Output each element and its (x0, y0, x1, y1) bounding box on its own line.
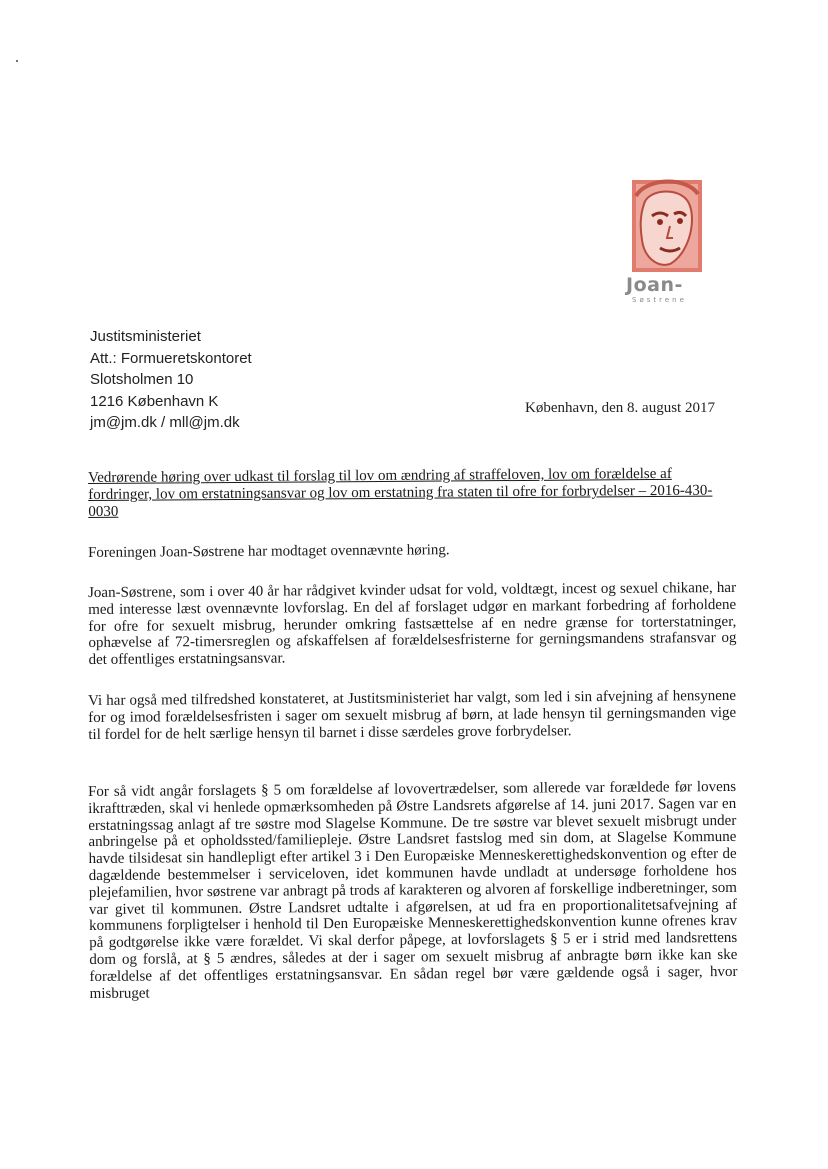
body-paragraph: Vi har også med tilfredshed konstateret, at Justitsministeriet har valgt, som led i sin afvejning af hensynene for og imod forældelsesfristen i sager om sexuelt misbrug af børn, at lade hensyn til gerningsmanden vige til fordel for de helt særlige hensyn til barnet i disse særdeles grove forbrydelser. (88, 687, 737, 743)
logo-subtitle: Søstrene (632, 296, 687, 304)
body-paragraph: Foreningen Joan-Søstrene har modtaget ovennævnte høring. (88, 542, 450, 561)
letter-date: København, den 8. august 2017 (525, 400, 715, 416)
logo-face-icon (626, 176, 706, 276)
body-paragraph: Joan-Søstrene, som i over 40 år har rådgivet kvinder udsat for vold, voldtægt, incest og sexuel chikane, har med interesse læst ovennævnte lovforslag. En del af forslaget udgør en markant forbedring af forholdene for ofre for sexuelt misbrug, herunder omkring fastsættelse af en nedre grænse for torterstatninger, ophævelse af 72-timersreglen og afskaffelsen af forældelsesfristerne for gerningsmandens strafansvar og det offentliges erstatningsansvar. (88, 579, 737, 669)
body-paragraph: For så vidt angår forslagets § 5 om forældelse af lovovertrædelser, som allerede var forældede før lovens ikrafttræden, skal vi henlede opmærksomheden på Østre Landsrets afgørelse af 14. juni 2017. Sagen var en erstatningssag anlagt af tre søstre mod Slagelse Kommune. De tre søstre var blevet sexuelt misbrugt under anbringelse på et opholdssted/familiepleje. Østre Landsret fastslog med sin dom, at Slagelse Kommune havde tilsidesat sin handlepligt efter artikel 3 i Den Europæiske Menneskerettighedskonvention og efter de dagældende bestemmelser i serviceloven, idet kommunen havde undladt at undersøge forholdene hos plejefamilien, hvor søstrene var anbragt på trods af karakteren og alvoren af forskellige indberetninger, som var givet til kommunen. Østre Landsret udtalte i afgørelsen, at ud fra en proportionalitetsafvejning af kommunens forpligtelser i henhold til Den Europæiske Menneskerettighedskonvention kunne ofrenes krav på godtgørelse ikke være forældet. Vi skal derfor påpege, at lovforslagets § 5 er i strid med landsrettens dom og forslå, at § 5 ændres, således at der i sager om sexuelt misbrug af anbragte børn ikke kan ske forældelse af det offentliges erstatningsansvar. En sådan regel bør være gældende også i sager, hvor misbruget (88, 778, 738, 1002)
recipient-line: Slotsholmen 10 (90, 371, 194, 388)
recipient-line: 1216 København K (90, 392, 219, 410)
recipient-line: Justitsministeriet (90, 328, 201, 345)
letter-subject: Vedrørende høring over udkast til forslag til lov om ændring af straffeloven, lov om forældelse af fordringer, lov om erstatningsansvar og lov om erstatning fra staten til ofre for forbrydelser – 2016-430-0030 (88, 465, 713, 520)
recipient-address (90, 326, 252, 434)
joan-sostrene-logo (612, 176, 718, 306)
scan-speck (16, 60, 18, 62)
recipient-line: Att.: Formueretskontoret (90, 349, 252, 367)
recipient-email: jm@jm.dk / mll@jm.dk (90, 414, 240, 431)
logo-wordmark: Joan- (626, 274, 683, 296)
